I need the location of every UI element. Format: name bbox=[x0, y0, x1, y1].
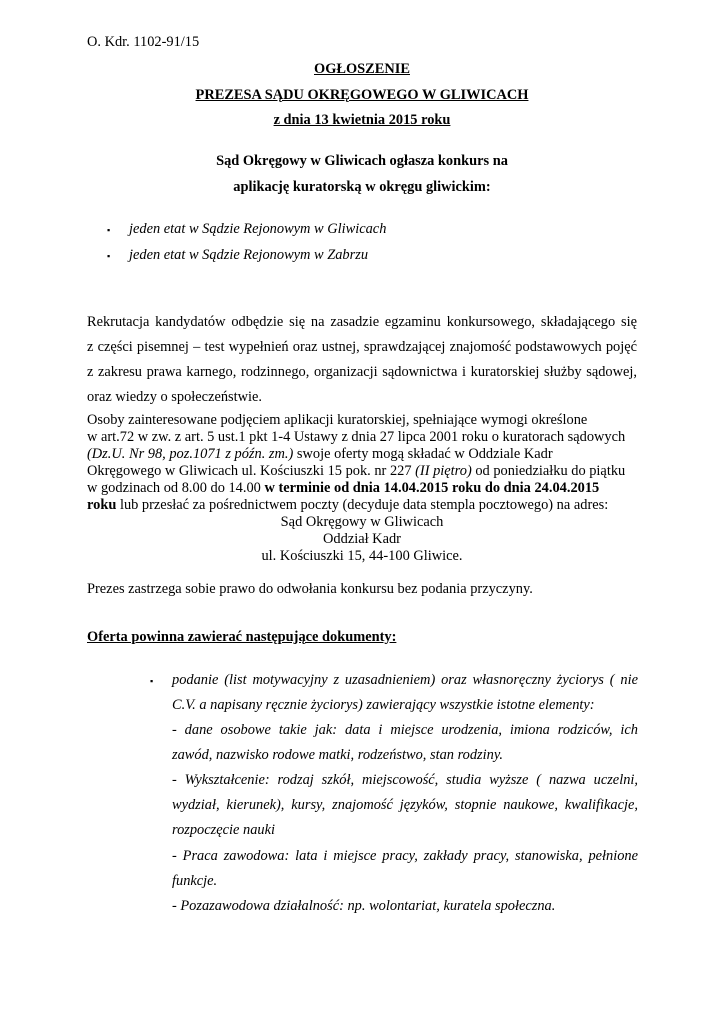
document-line: zawód, nazwisko rodowe matki, rodzeństwo, stan rodziny. bbox=[172, 747, 504, 763]
document-bullet-icon: ▪ bbox=[150, 676, 154, 686]
intro-line-1: Sąd Okręgowy w Gliwicach ogłasza konkurs na bbox=[216, 153, 508, 169]
floor-note: (II piętro) bbox=[415, 463, 472, 479]
address-line: Oddział Kadr bbox=[323, 531, 401, 547]
offers-line-6: roku lub przesłać za pośrednictwem poczty (decyduje data stempla pocztowego) na adres: bbox=[87, 497, 609, 513]
recruitment-line: oraz wiedzy o społeczeństwie. bbox=[87, 389, 263, 405]
recruitment-line: Rekrutacja kandydatów odbędzie się na zasadzie egzaminu konkursowego, składającego się bbox=[87, 314, 637, 330]
reservation-note: Prezes zastrzega sobie prawo do odwołania konkursu bez podania przyczyny. bbox=[87, 581, 533, 597]
document-line: funkcje. bbox=[172, 873, 218, 889]
offers-line-2: w art.72 w zw. z art. 5 ust.1 pkt 1-4 Ustawy z dnia 27 lipca 2001 roku o kuratorach sądowych bbox=[87, 429, 626, 445]
document-line: - Wykształcenie: rodzaj szkół, miejscowość, studia wyższe ( nazwa uczelni, bbox=[172, 772, 638, 788]
recruitment-line: z zakresu prawa karnego, rodzinnego, organizacji sądownictwa i kuratorskiej służby sądowej, bbox=[87, 364, 637, 380]
position-item: jeden etat w Sądzie Rejonowym w Gliwicach bbox=[129, 221, 387, 237]
address-line: Sąd Okręgowy w Gliwicach bbox=[280, 514, 444, 530]
offers-line-5: w godzinach od 8.00 do 14.00 w terminie od dnia 14.04.2015 roku do dnia 24.04.2015 bbox=[87, 480, 600, 496]
journal-of-laws-ref: (Dz.U. Nr 98, poz.1071 z późn. zm.) bbox=[87, 446, 294, 462]
offers-line-3: (Dz.U. Nr 98, poz.1071 z późn. zm.) swoje oferty mogą składać w Oddziale Kadr bbox=[87, 446, 553, 462]
deadline-text: w terminie od dnia 14.04.2015 roku do dnia 24.04.2015 bbox=[264, 480, 600, 496]
announcement-title: OGŁOSZENIE bbox=[314, 61, 410, 77]
reference-number: O. Kdr. 1102-91/15 bbox=[87, 34, 200, 50]
document-line: rozpoczęcie nauki bbox=[172, 822, 275, 838]
announcement-subtitle: PREZESA SĄDU OKRĘGOWEGO W GLIWICACH bbox=[195, 87, 529, 103]
document-line: - Praca zawodowa: lata i miejsce pracy, zakłady pracy, stanowiska, pełnione bbox=[172, 848, 638, 864]
position-item: jeden etat w Sądzie Rejonowym w Zabrzu bbox=[129, 247, 369, 263]
document-line: wydział, kierunek), kursy, znajomość języków, stopnie naukowe, kwalifikacje, bbox=[172, 797, 638, 813]
offers-line-1: Osoby zainteresowane podjęciem aplikacji kuratorskiej, spełniające wymogi określone bbox=[87, 412, 588, 428]
address-line: ul. Kościuszki 15, 44-100 Gliwice. bbox=[261, 548, 463, 564]
intro-line-2: aplikację kuratorską w okręgu gliwickim: bbox=[233, 179, 491, 195]
document-line: - Pozazawodowa działalność: np. wolontariat, kuratela społeczna. bbox=[172, 898, 556, 914]
document-line: podanie (list motywacyjny z uzasadnieniem) oraz własnoręczny życiorys ( nie bbox=[172, 672, 638, 688]
recruitment-line: z części pisemnej – test wypełnień oraz ustnej, sprawdzającej znajomość podstawowych pojęć bbox=[87, 339, 637, 355]
documents-heading: Oferta powinna zawierać następujące dokumenty: bbox=[87, 629, 397, 645]
position-bullet-icon: ▪ bbox=[107, 251, 111, 261]
document-line: C.V. a napisany ręcznie życiorys) zawierający wszystkie istotne elementy: bbox=[172, 697, 595, 713]
offers-line-4: Okręgowego w Gliwicach ul. Kościuszki 15 pok. nr 227 (II piętro) od poniedziałku do piątku bbox=[87, 463, 626, 479]
position-bullet-icon: ▪ bbox=[107, 225, 111, 235]
announcement-date: z dnia 13 kwietnia 2015 roku bbox=[273, 112, 451, 128]
document-line: - dane osobowe takie jak: data i miejsce urodzenia, imiona rodziców, ich bbox=[172, 722, 638, 738]
